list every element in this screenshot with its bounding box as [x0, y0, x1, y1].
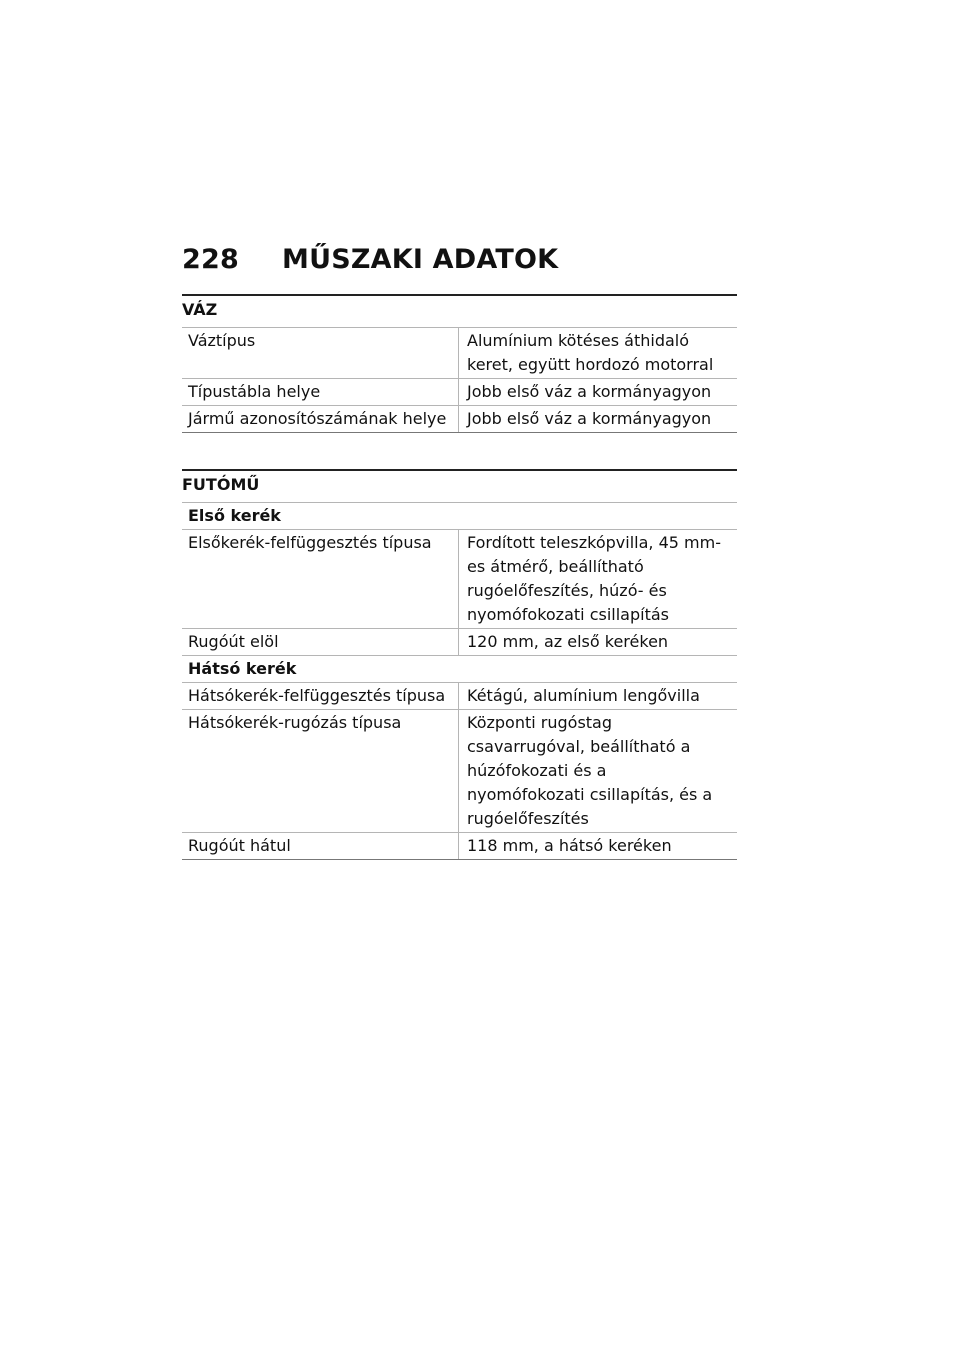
table-row	[182, 529, 737, 628]
spec-value: Kétágú, alumínium lengővilla	[467, 686, 700, 705]
subsection-title-rear	[182, 655, 737, 682]
spec-label: Típustábla helye	[182, 379, 459, 405]
table-row	[182, 378, 737, 405]
spec-value: Fordított teleszkópvilla, 45 mm-es átmérő, beállítható rugóelőfeszítés, húzó- és nyomófokozati csillapítás	[467, 533, 721, 624]
spec-value: 120 mm, az első keréken	[467, 632, 669, 651]
table-row	[182, 832, 737, 860]
page-number: 228	[182, 244, 239, 275]
spec-label: Hátsókerék-rugózás típusa	[182, 710, 459, 832]
subsection-title-front	[182, 502, 737, 529]
section-title-vaz: VÁZ	[182, 294, 737, 327]
spec-value: Alumínium kötéses áthidaló keret, együtt hordozó motorral	[467, 331, 714, 374]
spec-value: Jobb első váz a kormányagyon	[467, 382, 712, 401]
spec-label: Váztípus	[182, 328, 459, 378]
futomu-section	[182, 469, 737, 860]
spec-label: Rugóút elöl	[182, 629, 459, 655]
table-row	[182, 682, 737, 709]
vaz-section	[182, 294, 737, 433]
table-row	[182, 405, 737, 433]
table-row	[182, 628, 737, 655]
table-row	[182, 709, 737, 832]
spec-label: Hátsókerék-felfüggesztés típusa	[182, 683, 459, 709]
spec-value: 118 mm, a hátsó keréken	[467, 836, 672, 855]
spec-label: Rugóút hátul	[182, 833, 459, 859]
table-row	[182, 327, 737, 378]
spec-value: Központi rugóstag csavarrugóval, beállítható a húzófokozati és a nyomófokozati csillapítás, és a rugóelőfeszítés	[467, 713, 713, 828]
chapter-title: MŰSZAKI ADATOK	[282, 244, 559, 275]
spec-label: Jármű azonosítószámának helye	[182, 406, 459, 432]
spec-label: Elsőkerék-felfüggesztés típusa	[182, 530, 459, 628]
spec-value: Jobb első váz a kormányagyon	[467, 409, 712, 428]
subsection-label: Első kerék	[188, 506, 281, 525]
subsection-label: Hátsó kerék	[188, 659, 297, 678]
section-title-futomu: FUTÓMŰ	[182, 469, 737, 502]
page-header	[182, 244, 558, 275]
